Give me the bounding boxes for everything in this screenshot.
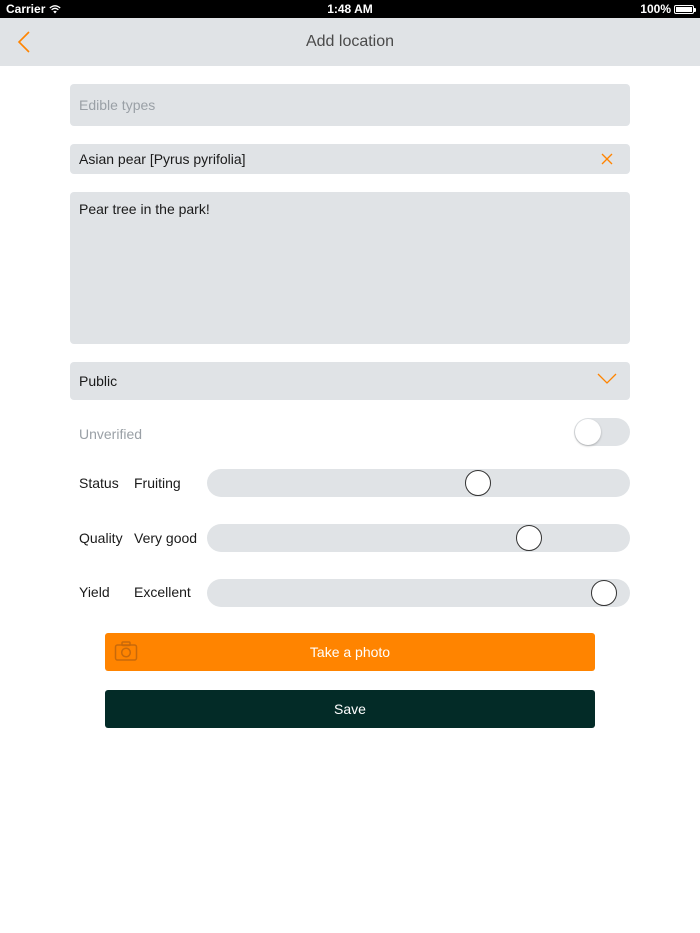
save-label: Save	[334, 701, 366, 717]
edible-types-input[interactable]	[70, 84, 630, 126]
quality-slider[interactable]	[207, 524, 630, 552]
page-title: Add location	[305, 33, 395, 50]
status-label: Status	[79, 475, 119, 491]
yield-slider[interactable]	[207, 579, 630, 607]
take-photo-label: Take a photo	[309, 644, 391, 660]
status-bar	[0, 0, 700, 18]
access-select[interactable]	[70, 362, 630, 400]
access-value: Public	[79, 373, 118, 389]
yield-label: Yield	[79, 584, 110, 600]
toggle-knob	[575, 419, 601, 445]
clear-icon[interactable]	[600, 152, 614, 166]
verified-toggle[interactable]	[574, 418, 630, 446]
quality-slider-thumb[interactable]	[516, 525, 542, 551]
description-text: Pear tree in the park!	[79, 201, 210, 217]
battery-info	[640, 2, 694, 16]
clock: 1:48 AM	[327, 2, 373, 16]
take-photo-button[interactable]	[105, 633, 595, 671]
battery-percent: 100%	[640, 2, 671, 16]
yield-value: Excellent	[134, 584, 191, 600]
edible-types-placeholder: Edible types	[79, 97, 156, 113]
description-textarea[interactable]	[70, 192, 630, 344]
status-slider[interactable]	[207, 469, 630, 497]
selected-type-label: Asian pear [Pyrus pyrifolia]	[79, 151, 246, 167]
battery-icon	[674, 5, 694, 14]
quality-value: Very good	[134, 530, 198, 546]
save-button[interactable]	[105, 690, 595, 728]
carrier-label: Carrier	[6, 2, 46, 16]
camera-icon	[114, 640, 138, 662]
selected-type-chip	[70, 144, 630, 174]
chevron-down-icon	[597, 372, 617, 386]
verified-label: Unverified	[79, 426, 143, 442]
status-value: Fruiting	[134, 475, 181, 491]
quality-label: Quality	[79, 530, 123, 546]
status-slider-thumb[interactable]	[465, 470, 491, 496]
nav-bar	[0, 18, 700, 66]
yield-slider-thumb[interactable]	[591, 580, 617, 606]
